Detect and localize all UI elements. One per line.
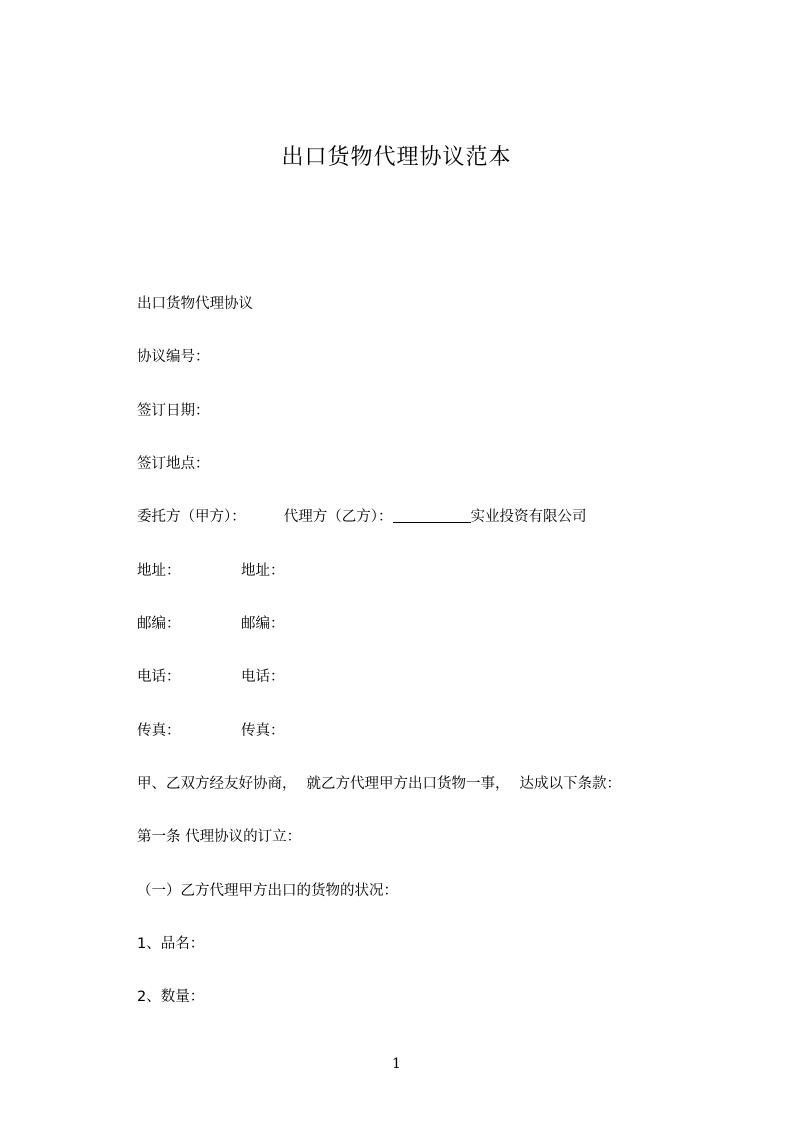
postcode-line <box>137 612 285 633</box>
phone-line <box>137 665 285 686</box>
item-2-quantity: 2、数量： <box>137 989 205 1005</box>
preamble-paragraph <box>137 772 621 793</box>
preamble-part-1: 甲、乙双方经友好协商， <box>137 776 297 792</box>
agent-name-blank <box>393 508 471 523</box>
agent-fax-label: 传真： <box>241 723 285 739</box>
sign-date-label: 签订日期： <box>137 403 210 419</box>
address-line <box>137 559 285 580</box>
agent-postcode-label: 邮编： <box>241 616 285 632</box>
document-title: 出口货物代理协议范本 <box>281 145 512 170</box>
principal-postcode-label: 邮编： <box>137 616 181 632</box>
principal-label: 委托方（甲方）： <box>137 509 246 525</box>
agent-address-label: 地址： <box>241 563 285 579</box>
agreement-number-label: 协议编号： <box>137 349 210 365</box>
page-number: 1 <box>392 1056 401 1072</box>
section-1-heading: （一）乙方代理甲方出口的货物的状况： <box>137 883 398 899</box>
preamble-part-3: 达成以下条款： <box>519 776 621 792</box>
preamble-part-2: 就乙方代理甲方出口货物一事， <box>306 776 510 792</box>
agent-label: 代理方（乙方）： <box>283 509 393 525</box>
principal-phone-label: 电话： <box>137 669 181 685</box>
fax-line <box>137 719 285 740</box>
parties-line <box>137 505 587 526</box>
sign-place-label: 签订地点： <box>137 456 210 472</box>
principal-fax-label: 传真： <box>137 723 181 739</box>
agent-phone-label: 电话： <box>241 669 285 685</box>
document-heading: 出口货物代理协议 <box>137 296 253 312</box>
agent-company-suffix: 实业投资有限公司 <box>470 509 587 525</box>
principal-address-label: 地址： <box>137 563 181 579</box>
item-1-product-name: 1、品名： <box>137 936 205 952</box>
article-1-heading: 第一条 代理协议的订立： <box>137 829 302 845</box>
